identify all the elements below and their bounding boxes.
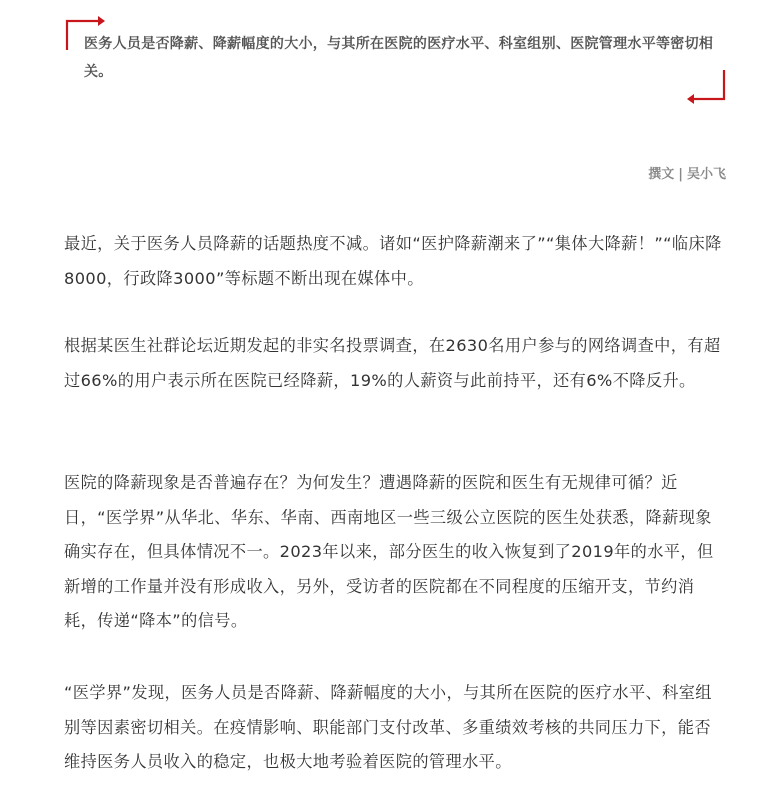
byline-separator: | xyxy=(678,167,683,182)
body-paragraph-4: “医学界”发现，医务人员是否降薪、降薪幅度的大小，与其所在医院的医疗水平、科室组别等因素密切相关。在疫情影响、职能部门支付改革、多重绩效考核的共同压力下，能否维持医务人员收入的稳定，也极大地考验着医院的管理水平。 xyxy=(64,683,712,771)
quote-close-arrow-icon xyxy=(684,68,728,108)
body-paragraph-3: 医院的降薪现象是否普遍存在？为何发生？遭遇降薪的医院和医生有无规律可循？近日，“医学界”从华北、华东、华南、西南地区一些三级公立医院的医生处获悉，降薪现象确实存在，但具体情况不一。2023年以来，部分医生的收入恢复到了2019年的水平，但新增的工作量并没有形成收入，另外，受访者的医院都在不同程度的压缩开支，节约消耗，传递“降本”的信号。 xyxy=(64,473,714,630)
article-abstract: 医务人员是否降薪、降薪幅度的大小，与其所在医院的医疗水平、科室组别、医院管理水平等密切相关。 xyxy=(84,36,714,80)
body-paragraph-1: 最近，关于医务人员降薪的话题热度不减。诸如“医护降薪潮来了”“集体大降薪！”“临床降8000，行政降3000”等标题不断出现在媒体中。 xyxy=(64,234,722,288)
body-paragraph-2: 根据某医生社群论坛近期发起的非实名投票调查，在2630名用户参与的网络调查中，有超过66%的用户表示所在医院已经降薪，19%的人薪资与此前持平，还有6%不降反升。 xyxy=(64,336,721,390)
byline-author: 吴小飞 xyxy=(686,167,726,182)
article-byline xyxy=(648,163,726,182)
byline-label: 撰文 xyxy=(648,167,675,182)
